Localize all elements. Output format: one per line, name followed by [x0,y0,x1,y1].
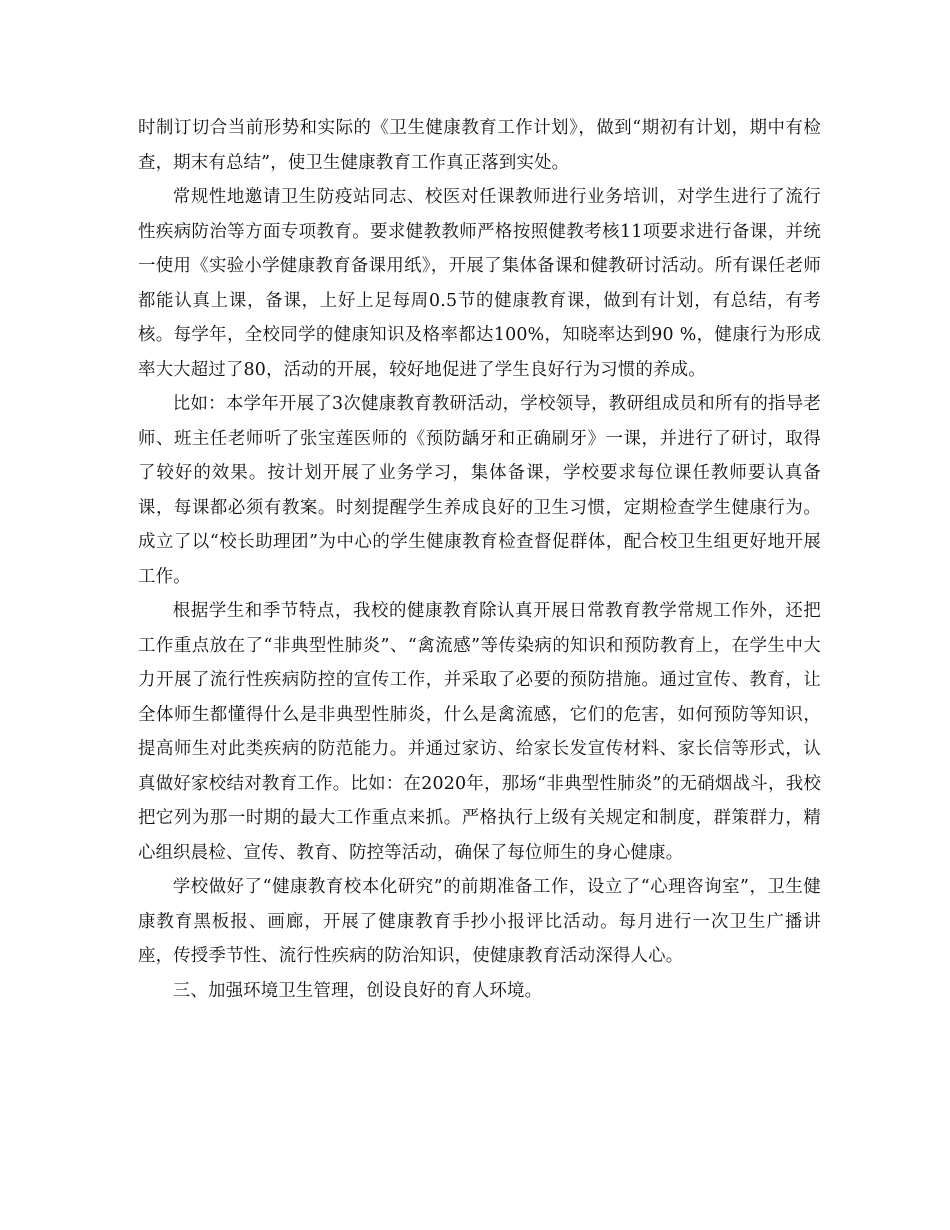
section-heading-environment: 三、加强环境卫生管理，创设良好的育人环境。 [172,980,543,1001]
paragraph-disease-prevention: 根据学生和季节特点，我校的健康教育除认真开展日常教育教学常规工作外，还把工作重点放在了“非典型性肺炎”、“禽流感”等传染病的知识和预防教育上，在学生中大力开展了流行性疾病防控的宣传工作，并采取了必要的预防措施。通过宣传、教育，让全体师生都懂得什么是非典型性肺炎，什么是禽流感，它们的危害，如何预防等知识，提高师生对此类疾病的防范能力。并通过家访、给家长发宣传材料、家长信等形式，认真做好家校结对教育工作。比如：在2020年，那场“非典型性肺炎”的无硝烟战斗，我校把它列为那一时期的最大工作重点来抓。严格执行上级有关规定和制度，群策群力，精心组织晨检、宣传、教育、防控等活动，确保了每位师生的身心健康。 [138,601,821,863]
document-body [138,111,821,1008]
paragraph-example-activities: 比如：本学年开展了3次健康教育教研活动，学校领导，教研组成员和所有的指导老师、班主任老师听了张宝莲医师的《预防龋牙和正确刷牙》一课，并进行了研讨，取得了较好的效果。按计划开展了业务学习，集体备课，学校要求每位课任教师要认真备课，每课都必须有教案。时刻提醒学生养成良好的卫生习惯，定期检查学生健康行为。成立了以“校长助理团”为中心的学生健康教育检查督促群体，配合校卫生组更好地开展工作。 [138,394,821,587]
paragraph-school-research: 学校做好了“健康教育校本化研究”的前期准备工作，设立了“心理咨询室”，卫生健康教育黑板报、画廊，开展了健康教育手抄小报评比活动。每月进行一次卫生广播讲座，传授季节性、流行性疾病的防治知识，使健康教育活动深得人心。 [138,877,821,966]
paragraph-continuation: 时制订切合当前形势和实际的《卫生健康教育工作计划》，做到“期初有计划，期中有检查，期末有总结”，使卫生健康教育工作真正落到实处。 [138,118,821,173]
paragraph-training: 常规性地邀请卫生防疫站同志、校医对任课教师进行业务培训，对学生进行了流行性疾病防治等方面专项教育。要求健教教师严格按照健教考核11项要求进行备课，并统一使用《实验小学健康教育备课用纸》，开展了集体备课和健教研讨活动。所有课任老师都能认真上课，备课，上好上足每周0.5节的健康教育课，做到有计划，有总结，有考核。每学年，全校同学的健康知识及格率都达100%，知晓率达到90 %，健康行为形成率大大超过了80，活动的开展，较好地促进了学生良好行为习惯的养成。 [138,187,821,380]
